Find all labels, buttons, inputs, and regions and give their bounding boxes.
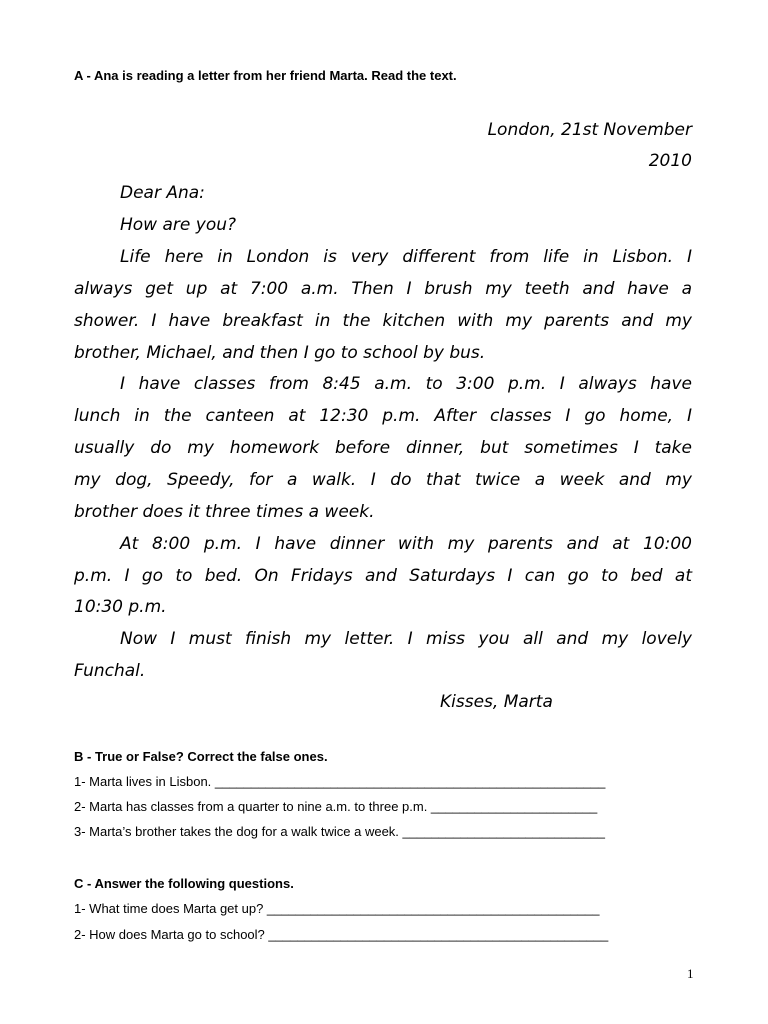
letter-paragraph-line: Funchal. (74, 661, 146, 681)
letter-paragraph-line: always get up at 7:00 a.m. Then I brush my teeth and have a (74, 279, 692, 299)
letter-greeting: How are you? (120, 215, 237, 235)
true-false-item: 1- Marta lives in Lisbon. ______________________________________________________ (74, 774, 606, 789)
letter-closing: Kisses, Marta (440, 692, 553, 712)
letter-paragraph-line: lunch in the canteen at 12:30 p.m. After classes I go home, I (74, 406, 692, 426)
letter-paragraph-line: brother does it three times a week. (74, 502, 375, 522)
letter-paragraph-line: usually do my homework before dinner, but sometimes I take (74, 438, 692, 458)
letter-paragraph-line: shower. I have breakfast in the kitchen with my parents and my (74, 311, 692, 331)
letter-paragraph-line: At 8:00 p.m. I have dinner with my parents and at 10:00 (120, 534, 692, 554)
letter-paragraph-line: brother, Michael, and then I go to school by bus. (74, 343, 486, 363)
page-number: 1 (687, 966, 694, 981)
letter-place-date: London, 21st November (487, 120, 692, 140)
question-item: 2- How does Marta go to school? _______________________________________________ (74, 927, 609, 942)
true-false-item: 2- Marta has classes from a quarter to nine a.m. to three p.m. _______________________ (74, 799, 598, 814)
section-a-instruction: A - Ana is reading a letter from her friend Marta. Read the text. (74, 68, 457, 83)
section-b-instruction: B - True or False? Correct the false ones. (74, 749, 328, 764)
letter-salutation: Dear Ana: (120, 183, 205, 203)
letter-paragraph-line: 10:30 p.m. (74, 597, 167, 617)
true-false-item: 3- Marta’s brother takes the dog for a walk twice a week. ____________________________ (74, 824, 605, 839)
question-item: 1- What time does Marta get up? ______________________________________________ (74, 901, 600, 916)
letter-paragraph-line: Now I must finish my letter. I miss you all and my lovely (120, 629, 692, 649)
letter-paragraph-line: p.m. I go to bed. On Fridays and Saturdays I can go to bed at (74, 566, 692, 586)
section-c-instruction: C - Answer the following questions. (74, 876, 294, 891)
letter-paragraph-line: I have classes from 8:45 a.m. to 3:00 p.m. I always have (120, 374, 692, 394)
letter-paragraph-line: my dog, Speedy, for a walk. I do that twice a week and my (74, 470, 692, 490)
letter-year: 2010 (648, 151, 692, 171)
letter-paragraph-line: Life here in London is very different from life in Lisbon. I (120, 247, 692, 267)
